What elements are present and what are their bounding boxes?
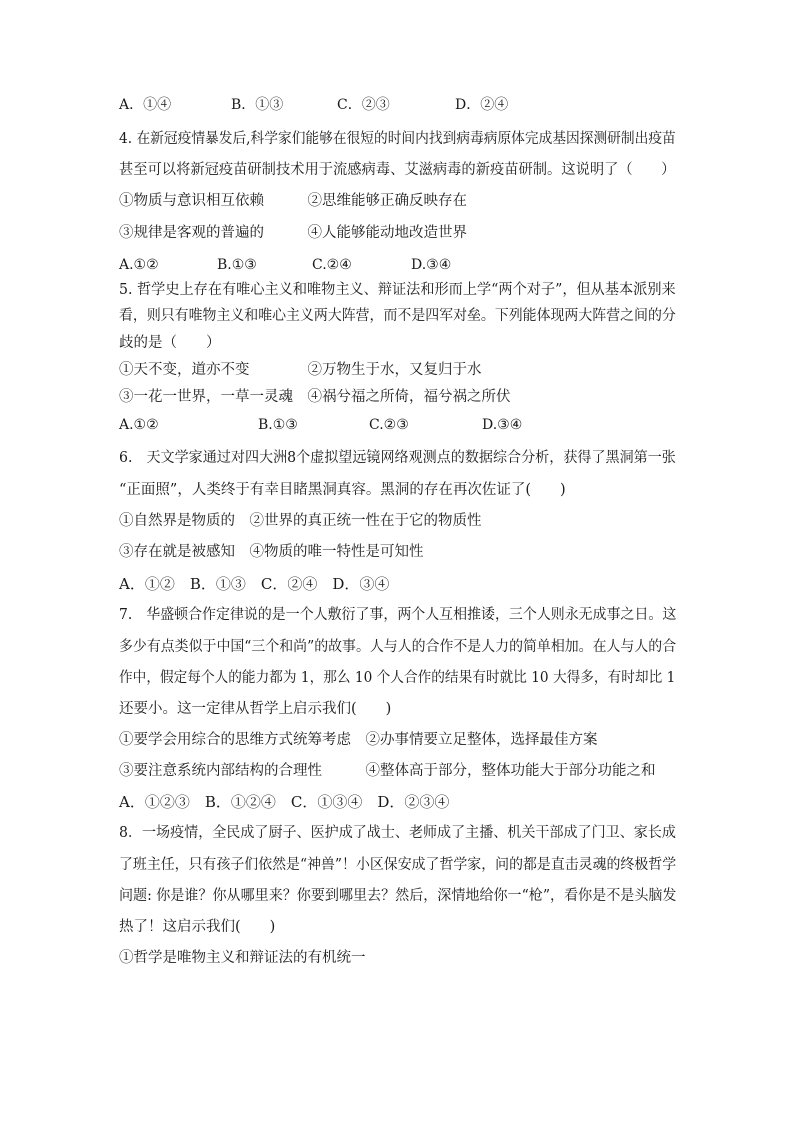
q8-item-line-1: ①哲学是唯物主义和辩证法的有机统一 [119,950,366,966]
q5-option-b: B.①③ [258,417,298,433]
q4-item-line-2: ③规律是客观的普遍的 ④人能够能动地改造世界 [119,225,467,241]
q8-stem-line-3: 问题: 你是谁？你从哪里来？你要到哪里去？然后，深情地给你一“枪”，看你是不是头脑发 [119,888,677,904]
q8-stem-line-2: 了班主任，只有孩子们依然是“神兽”！小区保安成了哲学家，问的都是直击灵魂的终极哲学 [119,857,677,873]
q5-stem-line-3: 歧的是（ ） [119,335,221,351]
q8-stem-line-4: 热了！这启示我们( ) [119,919,276,935]
q7-item-line-1: ①要学会用综合的思维方式统筹考虑 ②办事情要立足整体，选择最佳方案 [119,732,598,748]
q5-stem-line-2: 看，则只有唯物主义和唯心主义两大阵营，而不是四军对垒。下列能体现两大阵营之间的分 [119,308,676,324]
q4-stem-line-2: 甚至可以将新冠疫苗研制技术用于流感病毒、艾滋病毒的新疫苗研制。这说明了（ ） [119,162,676,178]
q5-option-a: A.①② [119,417,159,433]
q3-option-c: C．②③ [337,97,390,113]
q7-stem-line-3: 作中，假定每个人的能力都为 1，那么 10 个人合作的结果有时就比 10 大得多，有时却比 1 [119,670,676,686]
q7-item-line-2: ③要注意系统内部结构的合理性 ④整体高于部分，整体功能大于部分功能之和 [119,763,656,779]
q5-option-d: D.③④ [482,417,523,433]
q7-stem-line-4: 还要小。这一定律从哲学上启示我们( ) [119,701,392,717]
q6-options: A．①② B．①③ C．②④ D．③④ [119,575,390,593]
q6-stem-line-2: “正面照”，人类终于有幸目睹黑洞真容。黑洞的存在再次佐证了( ) [119,482,566,498]
q4-option-c: C.②④ [312,257,352,273]
q6-item-line-2: ③存在就是被感知 ④物质的唯一特性是可知性 [119,544,424,560]
q5-item-line-1: ①天不变，道亦不变 ②万物生于水，又复归于水 [119,362,482,378]
q4-option-a: A.①② [119,257,159,273]
q3-option-d: D．②④ [455,97,509,113]
q4-option-b: B.①③ [217,257,257,273]
q4-item-line-1: ①物质与意识相互依赖 ②思维能够正确反映存在 [119,193,467,209]
q7-stem-line-1: 7. 华盛顿合作定律说的是一个人敷衍了事，两个人互相推诿，三个人则永无成事之日。这 [119,607,677,623]
q5-item-line-2: ③一花一世界，一草一灵魂 ④祸兮福之所倚，福兮祸之所伏 [119,389,511,405]
q7-options: A．①②③ B．①②④ C．①③④ D．②③④ [119,793,450,811]
q7-stem-line-2: 多少有点类似于中国“三个和尚”的故事。人与人的合作不是人力的简单相加。在人与人的合 [119,639,677,655]
q3-option-a: A．①④ [119,97,172,113]
q6-stem-line-1: 6. 天文学家通过对四大洲8个虚拟望远镜网络观测点的数据综合分析，获得了黑洞第一张 [119,450,676,466]
q4-option-d: D.③④ [411,257,452,273]
q6-item-line-1: ①自然界是物质的 ②世界的真正统一性在于它的物质性 [119,513,482,529]
q5-option-c: C.②③ [369,417,409,433]
q8-stem-line-1: 8．一场疫情，全民成了厨子、医护成了战士、老师成了主播、机关干部成了门卫、家长成 [119,825,676,841]
q5-stem-line-1: 5. 哲学史上存在有唯心主义和唯物主义、辩证法和形而上学“两个对子”，但从基本派别来 [119,282,676,298]
q3-option-b: B．①③ [231,97,284,113]
q4-stem-line-1: 4. 在新冠疫情暴发后,科学家们能够在很短的时间内找到病毒病原体完成基因探测研制出疫苗 [119,131,676,147]
